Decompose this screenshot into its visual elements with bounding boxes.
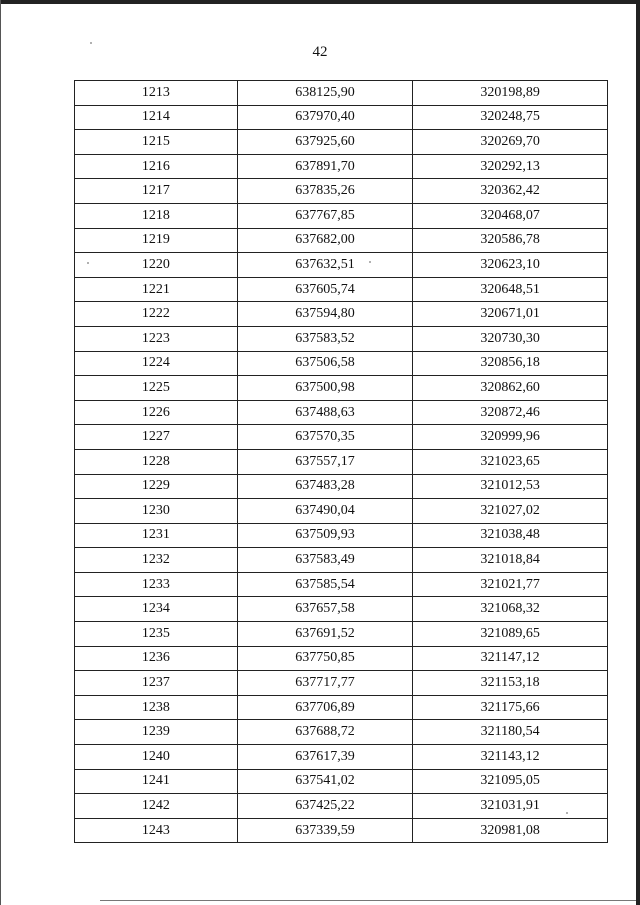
point-number-cell: 1218 xyxy=(75,203,238,228)
point-number-cell: 1221 xyxy=(75,277,238,302)
x-coordinate-cell: 637425,22 xyxy=(237,794,413,819)
y-coordinate-cell: 320269,70 xyxy=(413,130,608,155)
table-row xyxy=(75,818,608,843)
point-number-cell: 1217 xyxy=(75,179,238,204)
y-coordinate-cell: 320872,46 xyxy=(413,400,608,425)
scan-border-top xyxy=(0,0,640,4)
y-coordinate-cell: 321021,77 xyxy=(413,572,608,597)
table-row xyxy=(75,154,608,179)
point-number-cell: 1243 xyxy=(75,818,238,843)
page-number: 42 xyxy=(312,44,328,60)
point-number-cell: 1240 xyxy=(75,745,238,770)
table-row xyxy=(75,277,608,302)
point-number-cell: 1220 xyxy=(75,253,238,278)
table-row xyxy=(75,794,608,819)
table-row xyxy=(75,253,608,278)
table-row xyxy=(75,769,608,794)
point-number-cell: 1242 xyxy=(75,794,238,819)
y-coordinate-cell: 320468,07 xyxy=(413,203,608,228)
table-row xyxy=(75,130,608,155)
y-coordinate-cell: 320292,13 xyxy=(413,154,608,179)
table-row xyxy=(75,695,608,720)
table-row xyxy=(75,425,608,450)
table-row xyxy=(75,671,608,696)
coordinates-table-body xyxy=(75,81,608,843)
x-coordinate-cell: 638125,90 xyxy=(237,81,413,106)
x-coordinate-cell: 637970,40 xyxy=(237,105,413,130)
table-row xyxy=(75,351,608,376)
x-coordinate-cell: 637688,72 xyxy=(237,720,413,745)
point-number-cell: 1237 xyxy=(75,671,238,696)
table-row xyxy=(75,203,608,228)
x-coordinate-cell: 637750,85 xyxy=(237,646,413,671)
x-coordinate-cell: 637767,85 xyxy=(237,203,413,228)
scan-border-right xyxy=(636,0,640,905)
point-number-cell: 1215 xyxy=(75,130,238,155)
table-row xyxy=(75,179,608,204)
x-coordinate-cell: 637506,58 xyxy=(237,351,413,376)
point-number-cell: 1233 xyxy=(75,572,238,597)
y-coordinate-cell: 321018,84 xyxy=(413,548,608,573)
point-number-cell: 1216 xyxy=(75,154,238,179)
table-row xyxy=(75,302,608,327)
point-number-cell: 1230 xyxy=(75,499,238,524)
point-number-cell: 1236 xyxy=(75,646,238,671)
x-coordinate-cell: 637583,52 xyxy=(237,326,413,351)
y-coordinate-cell: 320671,01 xyxy=(413,302,608,327)
y-coordinate-cell: 321153,18 xyxy=(413,671,608,696)
x-coordinate-cell: 637594,80 xyxy=(237,302,413,327)
x-coordinate-cell: 637583,49 xyxy=(237,548,413,573)
scan-border-bottom xyxy=(100,900,636,901)
x-coordinate-cell: 637691,52 xyxy=(237,622,413,647)
x-coordinate-cell: 637891,70 xyxy=(237,154,413,179)
y-coordinate-cell: 321038,48 xyxy=(413,523,608,548)
y-coordinate-cell: 321012,53 xyxy=(413,474,608,499)
point-number-cell: 1234 xyxy=(75,597,238,622)
point-number-cell: 1241 xyxy=(75,769,238,794)
table-row xyxy=(75,572,608,597)
table-row xyxy=(75,376,608,401)
scan-border-left xyxy=(0,0,1,905)
y-coordinate-cell: 321068,32 xyxy=(413,597,608,622)
point-number-cell: 1222 xyxy=(75,302,238,327)
table-row xyxy=(75,105,608,130)
table-row xyxy=(75,474,608,499)
table-row xyxy=(75,81,608,106)
y-coordinate-cell: 320981,08 xyxy=(413,818,608,843)
table-row xyxy=(75,228,608,253)
x-coordinate-cell: 637706,89 xyxy=(237,695,413,720)
table-row xyxy=(75,720,608,745)
x-coordinate-cell: 637500,98 xyxy=(237,376,413,401)
point-number-cell: 1232 xyxy=(75,548,238,573)
point-number-cell: 1238 xyxy=(75,695,238,720)
y-coordinate-cell: 321143,12 xyxy=(413,745,608,770)
y-coordinate-cell: 320999,96 xyxy=(413,425,608,450)
coordinates-table xyxy=(74,80,608,843)
x-coordinate-cell: 637483,28 xyxy=(237,474,413,499)
y-coordinate-cell: 320648,51 xyxy=(413,277,608,302)
x-coordinate-cell: 637835,26 xyxy=(237,179,413,204)
point-number-cell: 1239 xyxy=(75,720,238,745)
y-coordinate-cell: 320623,10 xyxy=(413,253,608,278)
x-coordinate-cell: 637605,74 xyxy=(237,277,413,302)
x-coordinate-cell: 637617,39 xyxy=(237,745,413,770)
x-coordinate-cell: 637585,54 xyxy=(237,572,413,597)
x-coordinate-cell: 637541,02 xyxy=(237,769,413,794)
x-coordinate-cell: 637657,58 xyxy=(237,597,413,622)
x-coordinate-cell: 637509,93 xyxy=(237,523,413,548)
point-number-cell: 1231 xyxy=(75,523,238,548)
y-coordinate-cell: 321089,65 xyxy=(413,622,608,647)
y-coordinate-cell: 320862,60 xyxy=(413,376,608,401)
point-number-cell: 1229 xyxy=(75,474,238,499)
y-coordinate-cell: 320362,42 xyxy=(413,179,608,204)
point-number-cell: 1214 xyxy=(75,105,238,130)
point-number-cell: 1228 xyxy=(75,449,238,474)
point-number-cell: 1219 xyxy=(75,228,238,253)
point-number-cell: 1213 xyxy=(75,81,238,106)
point-number-cell: 1227 xyxy=(75,425,238,450)
point-number-cell: 1225 xyxy=(75,376,238,401)
y-coordinate-cell: 320586,78 xyxy=(413,228,608,253)
y-coordinate-cell: 320730,30 xyxy=(413,326,608,351)
point-number-cell: 1223 xyxy=(75,326,238,351)
y-coordinate-cell: 320198,89 xyxy=(413,81,608,106)
x-coordinate-cell: 637557,17 xyxy=(237,449,413,474)
x-coordinate-cell: 637925,60 xyxy=(237,130,413,155)
x-coordinate-cell: 637490,04 xyxy=(237,499,413,524)
table-row xyxy=(75,499,608,524)
point-number-cell: 1226 xyxy=(75,400,238,425)
x-coordinate-cell: 637488,63 xyxy=(237,400,413,425)
table-row xyxy=(75,523,608,548)
y-coordinate-cell: 321031,91 xyxy=(413,794,608,819)
table-row xyxy=(75,548,608,573)
x-coordinate-cell: 637570,35 xyxy=(237,425,413,450)
table-row xyxy=(75,597,608,622)
y-coordinate-cell: 321175,66 xyxy=(413,695,608,720)
y-coordinate-cell: 321147,12 xyxy=(413,646,608,671)
y-coordinate-cell: 321180,54 xyxy=(413,720,608,745)
x-coordinate-cell: 637339,59 xyxy=(237,818,413,843)
y-coordinate-cell: 321027,02 xyxy=(413,499,608,524)
table-row xyxy=(75,622,608,647)
table-row xyxy=(75,400,608,425)
point-number-cell: 1235 xyxy=(75,622,238,647)
y-coordinate-cell: 320248,75 xyxy=(413,105,608,130)
table-row xyxy=(75,745,608,770)
x-coordinate-cell: 637717,77 xyxy=(237,671,413,696)
y-coordinate-cell: 321095,05 xyxy=(413,769,608,794)
table-row xyxy=(75,646,608,671)
y-coordinate-cell: 321023,65 xyxy=(413,449,608,474)
x-coordinate-cell: 637682,00 xyxy=(237,228,413,253)
y-coordinate-cell: 320856,18 xyxy=(413,351,608,376)
x-coordinate-cell: 637632,51 xyxy=(237,253,413,278)
table-row xyxy=(75,449,608,474)
point-number-cell: 1224 xyxy=(75,351,238,376)
table-row xyxy=(75,326,608,351)
